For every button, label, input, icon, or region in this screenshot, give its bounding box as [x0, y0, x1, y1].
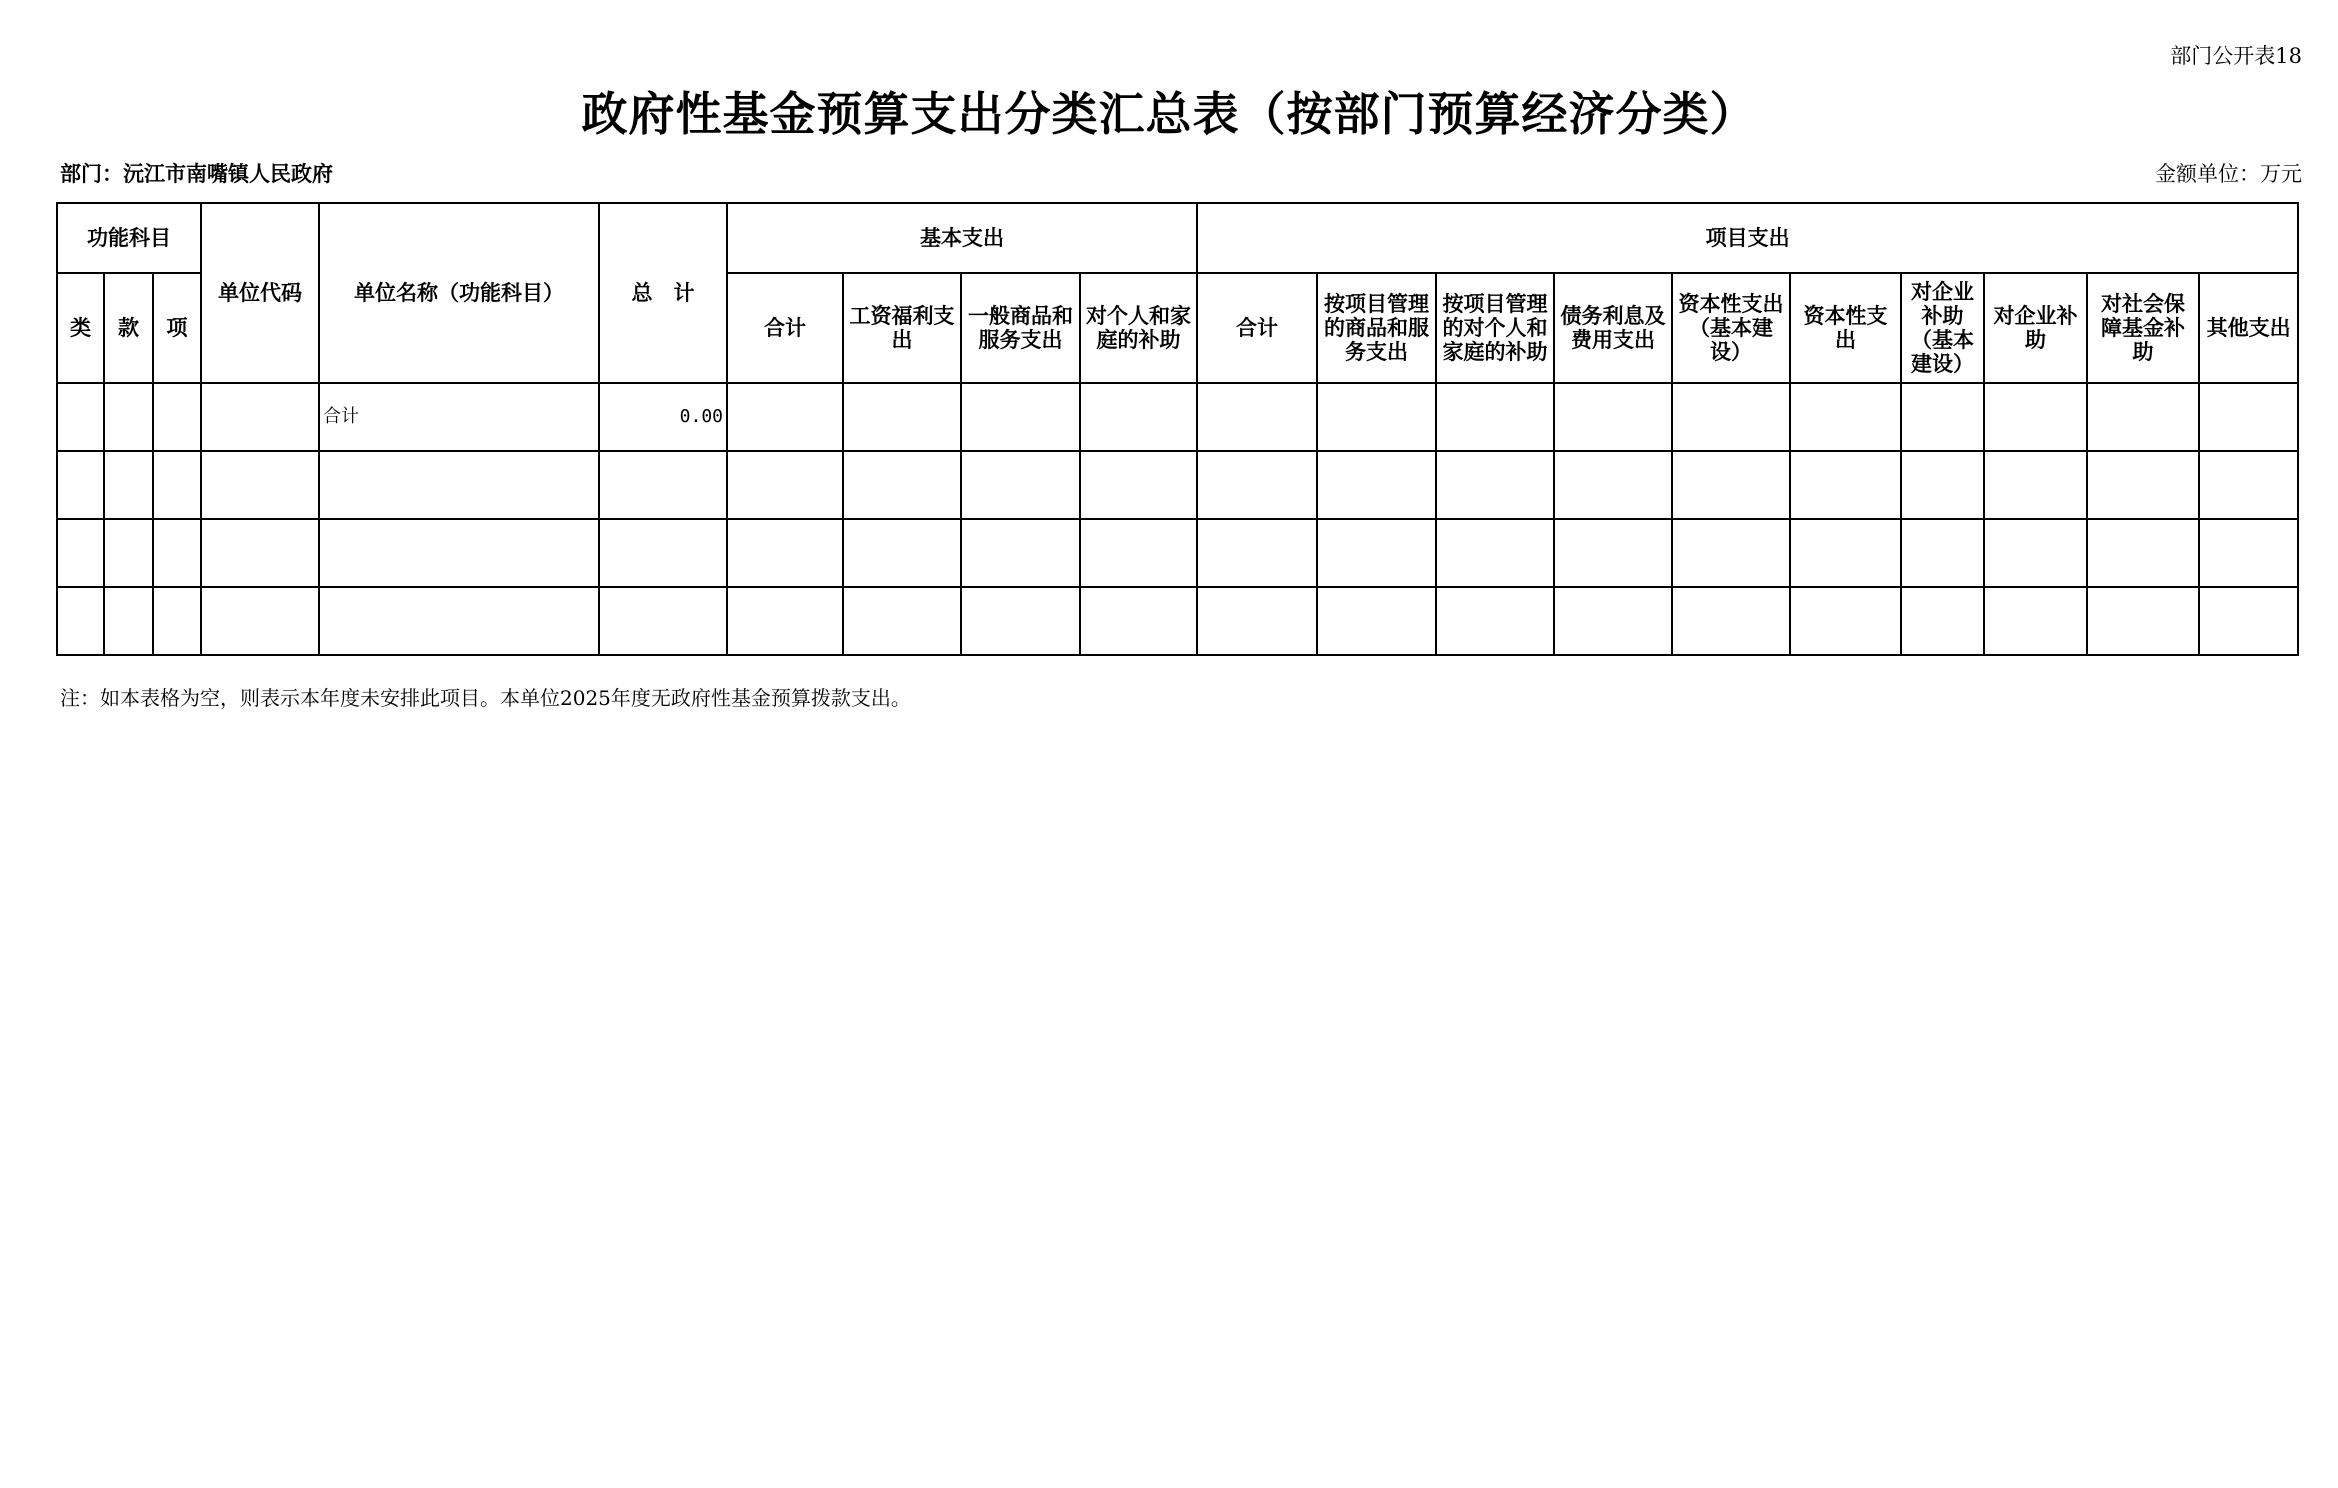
- header-debt-interest: 债务利息及费用支出: [1554, 273, 1672, 383]
- header-project-expenditure: 项目支出: [1197, 203, 2298, 273]
- table-cell: [1672, 383, 1790, 451]
- footnote: 注：如本表格为空，则表示本年度未安排此项目。本单位2025年度无政府性基金预算拨款支出。: [60, 686, 911, 710]
- header-basic-household-subsidy: 对个人和家庭的补助: [1080, 273, 1197, 383]
- table-cell: [1080, 451, 1197, 519]
- table-cell: [1901, 383, 1984, 451]
- table-cell: [104, 451, 153, 519]
- table-cell: [319, 519, 599, 587]
- header-capital-expenditure: 资本性支出: [1790, 273, 1901, 383]
- table-cell: [104, 587, 153, 655]
- table-cell: [843, 519, 961, 587]
- table-cell: [1790, 587, 1901, 655]
- table-cell: [961, 383, 1080, 451]
- table-row: [57, 519, 2298, 587]
- table-cell: [843, 451, 961, 519]
- table-cell: [2087, 519, 2199, 587]
- table-cell: [1197, 519, 1317, 587]
- table-cell: [1984, 383, 2087, 451]
- page-title: 政府性基金预算支出分类汇总表（按部门预算经济分类）: [581, 87, 1757, 141]
- table-cell: [1901, 451, 1984, 519]
- table-cell: [1554, 451, 1672, 519]
- expenditure-table: [56, 202, 2299, 656]
- table-cell: [1317, 519, 1436, 587]
- table-cell: [57, 451, 104, 519]
- header-enterprise-subsidy-infrastructure: 对企业补助（基本建设）: [1901, 273, 1984, 383]
- table-cell: [2199, 451, 2298, 519]
- table-cell: [1790, 383, 1901, 451]
- table-cell: [1554, 519, 1672, 587]
- amount-unit-label: 金额单位：万元: [2155, 162, 2302, 186]
- table-cell: [2199, 587, 2298, 655]
- table-cell: [1317, 587, 1436, 655]
- table-cell: [1197, 451, 1317, 519]
- table-cell: [2087, 587, 2199, 655]
- table-cell: [727, 519, 843, 587]
- header-capital-infrastructure: 资本性支出（基本建设）: [1672, 273, 1790, 383]
- table-cell: [104, 383, 153, 451]
- form-number: 部门公开表18: [2170, 44, 2302, 68]
- table-cell: [1984, 519, 2087, 587]
- table-cell: [1554, 587, 1672, 655]
- header-basic-subtotal: 合计: [727, 273, 843, 383]
- table-cell: [1436, 519, 1554, 587]
- table-cell: [153, 383, 201, 451]
- table-cell: [1790, 519, 1901, 587]
- table-row: [57, 587, 2298, 655]
- table-cell: [201, 519, 319, 587]
- department-label: 部门：沅江市南嘴镇人民政府: [60, 161, 333, 186]
- table-cell: [2199, 519, 2298, 587]
- table-cell: [201, 451, 319, 519]
- table-cell: [843, 383, 961, 451]
- table-cell: [1436, 451, 1554, 519]
- header-enterprise-subsidy: 对企业补助: [1984, 273, 2087, 383]
- table-cell: [153, 451, 201, 519]
- table-cell: [1554, 383, 1672, 451]
- table-cell: [2087, 451, 2199, 519]
- table-cell: [2087, 383, 2199, 451]
- header-basic-salary: 工资福利支出: [843, 273, 961, 383]
- table-cell: [1436, 383, 1554, 451]
- header-basic-expenditure: 基本支出: [727, 203, 1197, 273]
- table-cell: [104, 519, 153, 587]
- table-cell: [599, 451, 727, 519]
- table-cell: [1197, 587, 1317, 655]
- table-cell: [1901, 519, 1984, 587]
- header-social-security-subsidy: 对社会保障基金补助: [2087, 273, 2199, 383]
- table-cell: [599, 587, 727, 655]
- header-total: 总 计: [599, 203, 727, 383]
- table-cell: [1080, 587, 1197, 655]
- table-cell: [1984, 451, 2087, 519]
- table-cell: [961, 451, 1080, 519]
- header-basic-goods-services: 一般商品和服务支出: [961, 273, 1080, 383]
- table-cell: [57, 587, 104, 655]
- table-cell: [1197, 383, 1317, 451]
- table-cell: [961, 587, 1080, 655]
- table-cell: [201, 383, 319, 451]
- table-cell: [843, 587, 961, 655]
- table-cell: [57, 383, 104, 451]
- header-unit-name: 单位名称（功能科目）: [319, 203, 599, 383]
- header-project-goods-services: 按项目管理的商品和服务支出: [1317, 273, 1436, 383]
- table-cell: [1672, 587, 1790, 655]
- table-cell: [1672, 519, 1790, 587]
- table-cell: [153, 587, 201, 655]
- header-func-subject: 功能科目: [57, 203, 201, 273]
- header-xiang: 项: [153, 273, 201, 383]
- row-total-amount: 0.00: [599, 383, 727, 451]
- table-cell: [1080, 519, 1197, 587]
- table-cell: [599, 519, 727, 587]
- table-cell: [1317, 383, 1436, 451]
- header-kuan: 款: [104, 273, 153, 383]
- table-cell: [1790, 451, 1901, 519]
- table-cell: [2199, 383, 2298, 451]
- row-name-total: 合计: [319, 383, 599, 451]
- table-cell: [961, 519, 1080, 587]
- header-lei: 类: [57, 273, 104, 383]
- header-project-household-subsidy: 按项目管理的对个人和家庭的补助: [1436, 273, 1554, 383]
- table-cell: [1080, 383, 1197, 451]
- table-cell: [319, 451, 599, 519]
- table-cell: [1984, 587, 2087, 655]
- table-cell: [57, 519, 104, 587]
- table-cell: [201, 587, 319, 655]
- header-unit-code: 单位代码: [201, 203, 319, 383]
- table-cell: [1901, 587, 1984, 655]
- table-row: [57, 383, 2298, 451]
- table-cell: [1317, 451, 1436, 519]
- header-other-expenditure: 其他支出: [2199, 273, 2298, 383]
- table-cell: [153, 519, 201, 587]
- table-cell: [727, 587, 843, 655]
- table-row: [57, 451, 2298, 519]
- table-cell: [319, 587, 599, 655]
- table-cell: [727, 451, 843, 519]
- header-project-subtotal: 合计: [1197, 273, 1317, 383]
- table-cell: [1672, 451, 1790, 519]
- table-cell: [1436, 587, 1554, 655]
- table-cell: [727, 383, 843, 451]
